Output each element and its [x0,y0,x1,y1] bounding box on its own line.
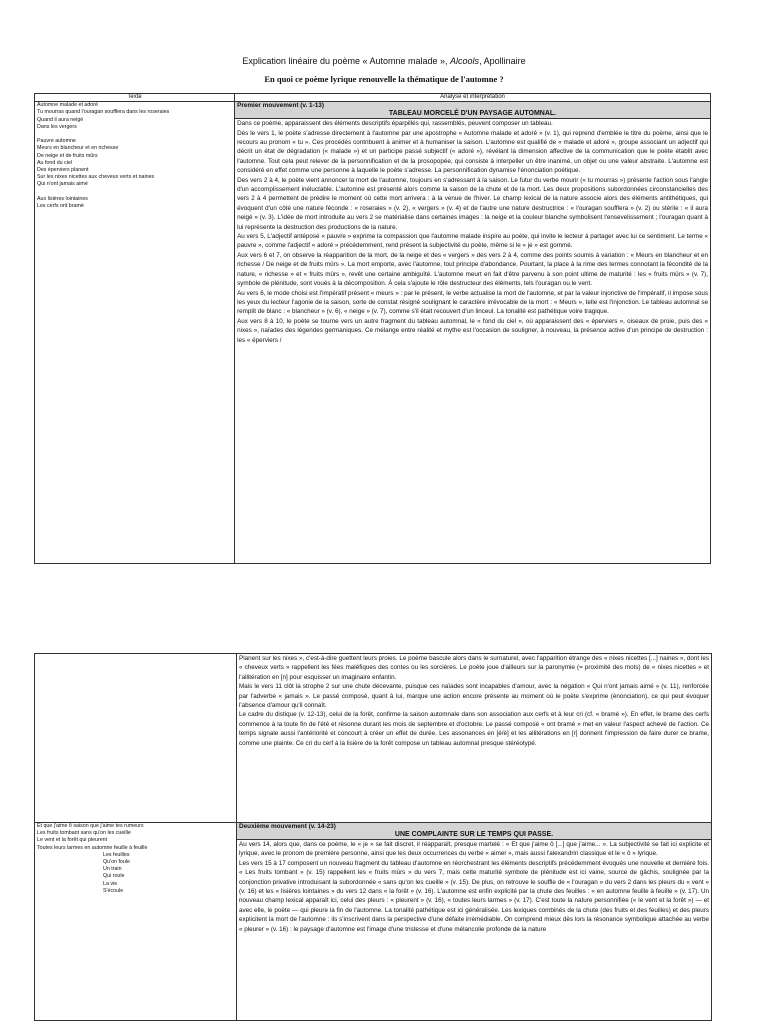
verse-list [37,102,232,210]
verse-line: De neige et de fruits mûrs [37,152,98,159]
movement2-analysis [237,840,712,1021]
analysis-paragraph: Planent sur les nixes », c'est-à-dire guettent leurs proies. Le poème bascule alors dans le surnaturel, avec l'apparition étrange des « nixes nicettes [...] naines », dont les « cheveux verts » rappellent les fées maléfiques des contes ou les sorcières. Le poète joue d'ailleurs sur la paronymie (= proximité des mots) de « nixes nicettes » et l'allitération en [n] pour esquisser un imaginaire enfantin. [239,655,709,681]
analysis-paragraph: Mais le vers 11 clôt la strophe 2 sur une chute décevante, puisque ces naïades sont incapables d'amour, avec la négation « Qui n'ont jamais aimé » (v. 11), renforcée par l'adverbe « jamais ». Le passé composé, quant à lui, marque une action encore présente au moment où le poète s'exprime (énonciation), ce qui peut évoquer l'absence d'amour qu'il connaît. [239,683,709,710]
analysis-table-page2 [34,653,712,1021]
verse-line: Qui roule [103,873,125,880]
verse-line: Toutes leurs larmes en automne feuille à feuille [37,844,148,851]
verse-line: Les fruits tombant sans qu'on les cueille [37,830,131,837]
verse-line: Un train [103,866,122,873]
stanza-gap [37,189,232,196]
analysis-paragraph: Au vers 5, L'adjectif antéposé « pauvre » exprime la compassion que l'automne malade inspire au poète, qui invite le lecteur à partager avec lui ce sentiment. Le terme « pauvre », comme l'adjectif « adoré » précédemment, rend présent la subjectivité du poète, même si le « je » est gommé. [237,233,708,250]
verse-line: Automne malade et adoré [37,102,98,109]
verse-line: Et que j'aime ô saison que j'aime tes rumeurs [37,823,144,829]
movement-label: Premier mouvement (v. 1-13) [237,102,324,110]
analysis-paragraph: Le cadre du distique (v. 12-13), celui de la forêt, confirme la saison automnale dans son association aux cerfs et à leur cri (cf. « bramé »). En effet, le brame des cerfs commence à la toute fin de l'été et résonne durant les mois de septembre et d'octobre. Le passé composé « ont bramé » met en valeur l'aspect achevé de l'action. Ce temps signale aussi l'antériorité et concourt à créer un effet de durée. Les assonances en [é/è] et les allitérations en [r] donnent l'impression de faire durer ce brame, comme une plainte. Ce cri du cerf à la lisière de la forêt compose un tableau automnal presque stéréotypé. [239,711,709,747]
verse-line: Tu mourras quand l'ouragan soufflera dans les roseraies [37,109,170,116]
movement1-header [235,102,711,119]
verse-line: Qui n'ont jamais aimé [37,181,88,188]
document-title: Explication linéaire du poème « Automne malade », Alcools, Apollinaire [242,56,526,66]
movement-title: UNE COMPLAINTE SUR LE TEMPS QUI PASSE. [394,831,554,838]
verses-cell-empty [35,654,237,823]
continuation-analysis [237,654,712,823]
verse-line: Meurs en blancheur et en richesse [37,145,119,152]
analysis-paragraph: Au vers 14, alors que, dans ce poème, le « je » se fait discret, il réapparaît, presque martelé : « Et que j'aime ô [...] que j'aime... ». La subjectivité se fait ici explicite et lyrique, avec le pronom de première personne, ainsi que les deux occurrences du verbe « aimer », mais aussi l'alexandrin classique et le « ô » lyrique. [239,841,709,858]
analysis-paragraphs [237,119,708,345]
analysis-paragraph: Des vers 2 à 4, le poète vient annoncer la mort de l'automne, toujours en s'adressant à la saison. Le futur du verbe mourir (« tu mourras ») présente l'action sous l'angle d'un accomplissement inéluctable. L'automne est présenté alors comme la saison de la chute et de la mort. Les deux propositions subordonnées circonstancielles des vers 2 à 4 permettent de prédire le moment où cette mort arrivera : à la venue de l'hiver. Le champ lexical de la nature associe alors des éléments antithétiques, qui évoquent d'un côté une nature féconde : « roseraies » (v. 2), « vergers » (v. 4) et de l'autre une nature destructrice : « l'ouragan soufflera » (v. 2) ou stérile : « il aura neigé » (v. 3). L'idée de mort introduite au vers 2 se matérialise dans certaines images : la neige et la couleur blanche symbolisent l'ensevelissement ; l'ouragan quant à lui représente la destruction des productions de la nature. [237,176,708,231]
verse-line: Pauvre automne [37,138,76,145]
analysis-paragraph: Aux vers 6 et 7, on observe la réapparition de la mort, de la neige et des « vergers » des vers 2 à 4, comme des points soumis à variation : « Meurs en blancheur et en richesse / De neige et de fruits mûrs ». La mort emporte, avec l'automne, tout principe d'abondance. Pourtant, la place à la rime des termes connotant la fécondité de la nature, « richesse » et « fruits mûrs », revêt une certaine ambiguïté. L'automne meurt en fait d'être parvenu à son point ultime de maturité : les « fruits mûrs » (v. 7), symbole de plénitude, sont voués à la décomposition. À cela s'ajoute le rôle destructeur des éléments, tels l'ouragan ou le vent. [237,251,708,288]
movement2-header [237,823,712,840]
column-header-analysis: Analyse et interprétation [235,94,711,102]
analysis-paragraphs [239,654,709,748]
verse-line: Sur les nixes nicettes aux cheveux verts et naines [37,174,155,181]
movement-label: Deuxième mouvement (v. 14-23) [239,823,336,830]
verse-line: Les feuilles [103,851,130,858]
analysis-paragraph: Les vers 15 à 17 composent un nouveau fragment du tableau d'automne en réorchestrant les éléments descriptifs précédemment évoqués une nouvelle et dernière fois. « Les fruits tombant » (v. 15) rappellent les « fruits mûrs » du vers 7, mais cette maturité symbole de plénitude est ici vaine, source de gâchis, soulignée par la conjonction privative introduisant la subordonnée « sans qu'on les cueille » (v. 15). De plus, on retrouve le souffle de « l'ouragan » du vers 2 dans les pleurs du « vent » (v. 16) et les « lisières lointaines » du vers 12 dans « la forêt » (v. 16). L'automne est enfin explicité par la chute des feuilles : « en automne feuille à feuille » (v. 17). Un nouveau champ lexical apparaît ici, celui des pleurs : « pleurent » (v. 16), « toutes leurs larmes » (v. 17). C'est toute la nature personnifiée (« le vent et la forêt ») — et avec elle, le poète — qui pleure la fin de l'automne. La tonalité pathétique est ici généralisée. Les lexiques combinés de la chute (des fruits et des feuilles) et des pleurs explicitent la mort de l'automne : ils s'inscrivent dans la perspective d'une défaite irrémédiable. On comprend mieux dès lors la résonance symbolique attachée au verbe « pleurer » (v. 16) : le paysage d'automne est l'image d'une tristesse et d'une mélancolie profonde de la nature [239,859,709,933]
verse-list [37,823,234,895]
verse-line: Dans les vergers [37,123,77,130]
movement-title: TABLEAU MORCELÉ D'UN PAYSAGE AUTOMNAL. [388,110,557,118]
verse-line: La vie [103,880,118,887]
analysis-paragraph: Dès le vers 1, le poète s'adresse directement à l'automne par une apostrophe « Automne malade et adoré » (v. 1), qui reprend d'emblée le titre du poème, ainsi que le recours au pronom « tu ». Ces procédés contribuent à animer et à humaniser la saison. L'automne est qualifié de « malade et adoré », groupe associant un adjectif qui décrit un état de dégradation (« malade ») et un participe passé subjectif (« adoré »), révélant la dimension affective de la communication que le poète établit avec l'automne. Tout cela peut relever de la personnification et de la prosopopée, qui consiste à interpeller un être inanimé, un objet ou une valeur abstraite. L'automne est considéré en effet comme une personne à laquelle le poète s'adresse. La personnification dynamise l'énonciation poétique. [237,129,708,175]
analysis-table-page1 [34,93,711,564]
analysis-paragraph: Dans ce poème, apparaissent des éléments descriptifs éparpillés qui, rassemblés, peuvent composer un tableau. [237,120,553,128]
analysis-paragraphs [239,840,709,934]
verse-line: Le vent et la forêt qui pleurent [37,837,108,844]
verse-line: Qu'on foule [103,859,130,866]
verse-line: Des éperviers planent [37,167,89,174]
document-question: En quoi ce poème lyrique renouvelle la thématique de l'automne ? [264,74,504,84]
analysis-paragraph: Aux vers 8 à 10, le poète se tourne vers un autre fragment du tableau automnal, le « fond du ciel », où apparaissent des « éperviers », oiseaux de proie, puis des « nixes », naïades des légendes germaniques. Ce mélange entre réalité et mythe est l'occasion de souligner, à nouveau, la présence active d'un principe de destruction : les « éperviers / [237,317,708,344]
stanza-gap [37,131,232,138]
column-header-text: Texte [35,94,235,102]
verse-line: Aux lisières lointaines [37,195,88,202]
verses-cell-movement2 [35,823,237,1021]
verse-line: S'écoule [103,887,124,894]
verse-line: Quand il aura neigé [37,116,84,123]
verse-line: Les cerfs ont bramé [37,203,84,210]
verse-line: Au fond du ciel [37,159,73,166]
movement1-analysis [235,119,711,564]
analysis-paragraph: Au vers 6, le mode choisi est l'impératif présent « meurs » : par le présent, le verbe actualise la mort de l'automne, et par la valeur injonctive de l'impératif, il impose sous les yeux du lecteur l'agonie de la saison, sorte de constat résigné soulignant le caractère irrévocable de la mort : « Meurs », telle est l'injonction. Le tableau automnal se remplit de blanc : « blancheur » (v. 6), « neige » (v. 7), comme s'il était recouvert d'un linceul. La tonalité est pathétique voire tragique. [237,289,708,316]
verses-cell-movement1 [35,102,235,564]
